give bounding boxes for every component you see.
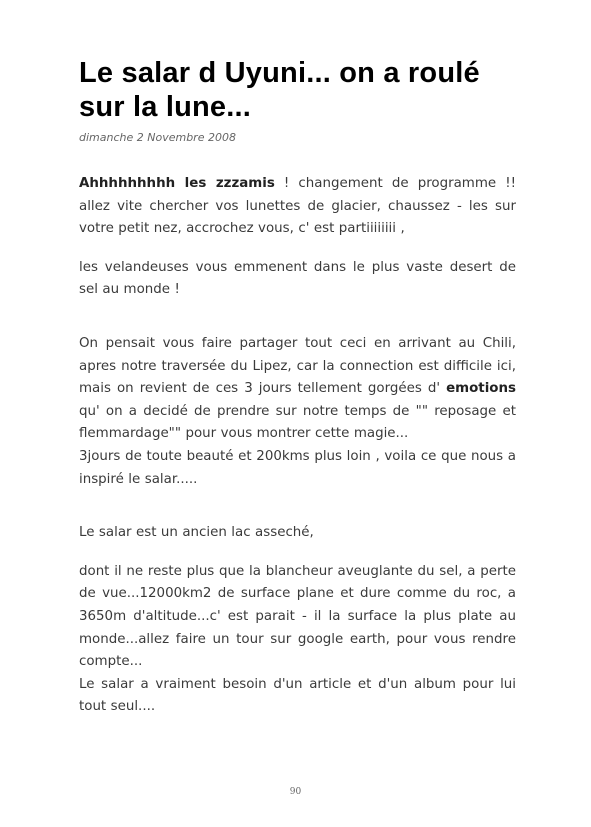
paragraph-salt-desert: dont il ne reste plus que la blancheur aveuglante du sel, a perte de vue...12000km2 de surface plane et dure comme du roc, a 3650m d'altitude...c' est parait - il la surface la plus plate au monde...allez faire un tour sur google earth, pour vous rendre compte... bbox=[79, 563, 516, 670]
spacer bbox=[79, 545, 516, 561]
article-date: dimanche 2 Novembre 2008 bbox=[79, 131, 236, 144]
paragraph-salar-lake: Le salar est un ancien lac asseché, bbox=[79, 525, 314, 541]
page-number: 90 bbox=[289, 787, 302, 797]
emotions-word: emotions bbox=[446, 381, 516, 397]
paragraph-three-days: 3jours de toute beauté et 200kms plus loin , voila ce que nous a inspiré le salar..... bbox=[79, 448, 516, 487]
paragraph-velandeuses: les velandeuses vous emmenent dans le plus vaste desert de sel au monde ! bbox=[79, 259, 516, 298]
intro-text: ! changement de programme !! allez vite chercher vos lunettes de glacier, chaussez - les sur votre petit nez, accrochez vous, c' est partiiiiiiii , bbox=[79, 176, 516, 237]
paragraph-intro bbox=[79, 173, 516, 241]
spacer bbox=[79, 241, 516, 257]
paragraph-album: Le salar a vraiment besoin d'un article et d'un album pour lui tout seul.... bbox=[79, 676, 516, 715]
lipez-text-before: On pensait vous faire partager tout ceci en arrivant au Chili, apres notre traversée du Lipez, car la connection est difficile ici, mais on revient de ces 3 jours tellement gorgées d' bbox=[79, 335, 516, 397]
article-title: Le salar d Uyuni... on a roulé sur la lune... bbox=[79, 57, 480, 123]
lipez-text-after: qu' on a decidé de prendre sur notre temps de "" reposage et flemmardage"" pour vous montrer cette magie... bbox=[79, 403, 516, 442]
intro-exclamation: Ahhhhhhhhh les zzzamis bbox=[79, 176, 275, 191]
spacer bbox=[79, 302, 516, 333]
paragraph-lipez bbox=[79, 333, 516, 446]
spacer bbox=[79, 491, 516, 522]
article-body bbox=[79, 173, 516, 719]
